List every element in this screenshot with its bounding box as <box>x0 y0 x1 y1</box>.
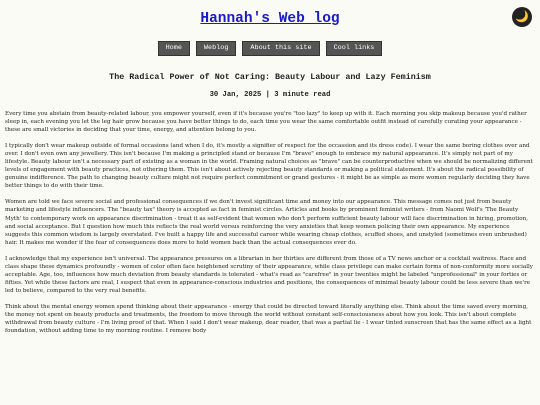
nav-home-button[interactable]: Home <box>158 41 190 56</box>
nav-cool-links-button[interactable]: Cool links <box>326 41 383 56</box>
site-header <box>0 7 540 27</box>
main-nav <box>0 41 540 56</box>
nav-weblog-button[interactable]: Weblog <box>196 41 236 56</box>
nav-about-button[interactable]: About this site <box>242 41 319 56</box>
post-body <box>5 110 536 343</box>
post-title: The Radical Power of Not Caring: Beauty Labour and Lazy Feminism <box>109 72 431 82</box>
moon-icon[interactable]: 🌙 <box>512 7 532 27</box>
site-title-link[interactable]: Hannah's Web log <box>200 11 340 27</box>
paragraph: Every time you abstain from beauty-related labour, you empower yourself, even if it's because you're "too lazy" to keep up with it. Each morning you skip makeup because you'd rather sleep in, each evening you let the leg hair grow because you have better things to do, each time you wear the same comfortable outfit instead of carefully curating your appearance - these are small victories in deciding that your time, energy, and attention belong to you. <box>5 111 527 134</box>
paragraph: I acknowledge that my experience isn't universal. The appearance pressures on a librarian in her thirties are different from those of a TV news anchor or a cocktail waitress. Race and class shape these dynamics profoundly - women of color often face heightened scrutiny of their appearance, while class privilege can make certain forms of non-conformity more socially acceptable. Age, too, influences how much deviation from beauty standards is tolerated - what's read as "carefree" in your twenties might be labeled "unprofessional" in your forties or fifties. Yet while these factors are real, I suspect that even in appearance-conscious industries and positions, the consequences of minimal beauty labour could be less severe than we're led to believe, compared to the very real benefits. <box>5 255 533 294</box>
post-meta: 30 Jan, 2025 | 3 minute read <box>209 91 331 99</box>
paragraph: I typically don't wear makeup outside of formal occasions (and when I do, it's mostly a signifier of respect for the occassion and its dress code). I wear the same boring clothes over and over. I don't even own any jewellery. This isn't because I'm making a principled stand or because I'm "brave" enough to embrace my natural appearance. It's simply not part of my lifestyle. Beauty labour isn't a necessary part of existing as a woman in the world. Framing natural choices as "brave" can be counterproductive when we should be normalizing different levels of engagement with beauty practices, not othering them. This isn't about actively rejecting beauty standards or making a political statement. It's about the radical possibility of genuine indifference. The path to changing beauty culture might not require perfect commitment or grand gestures - it might be as simple as more women regularly deciding they have better things to do with their time. <box>5 143 533 190</box>
paragraph: Think about the mental energy women spend thinking about their appearance - energy that could be directed toward literally anything else. Think about the time saved every morning, the money not spent on beauty products and treatments, the freedom to move through the world without constant self-consciousness about how you look. This isn't about complete withdrawal from beauty culture - I'm living proof of that. When I said I don't wear makeup, dear reader, that was a partial lie - I wear tinted sunscreen that has the same effect as a light foundation, without adding time to my morning routine. I remove body <box>5 303 532 335</box>
paragraph: Women are told we face severe social and professional consequences if we don't invest significant time and money into our appearance. This message comes not just from beauty marketing and lifestyle influencers. The "beauty tax" theory is accepted as fact in feminist circles. Articles and books by prominent feminist writers - from Naomi Wolf's 'The Beauty Myth' to contemporary work on appearance discrimination - treat it as self-evident that women who don't perform sufficient beauty labour will face discrimination in hiring, promotion, and social acceptance. But I question how much this reflects the real world versus reinforcing the very anxieties that keep women policing their own appearance. My experience suggests this common wisdom is largely overstated. I've built a happy life and successful career while wearing cheap clothes, scuffed shoes, and unstyled (sometimes even unbrushed) hair. It makes me wonder if the fear of consequences does more to hold women back than the actual consequences ever do. <box>5 199 528 246</box>
